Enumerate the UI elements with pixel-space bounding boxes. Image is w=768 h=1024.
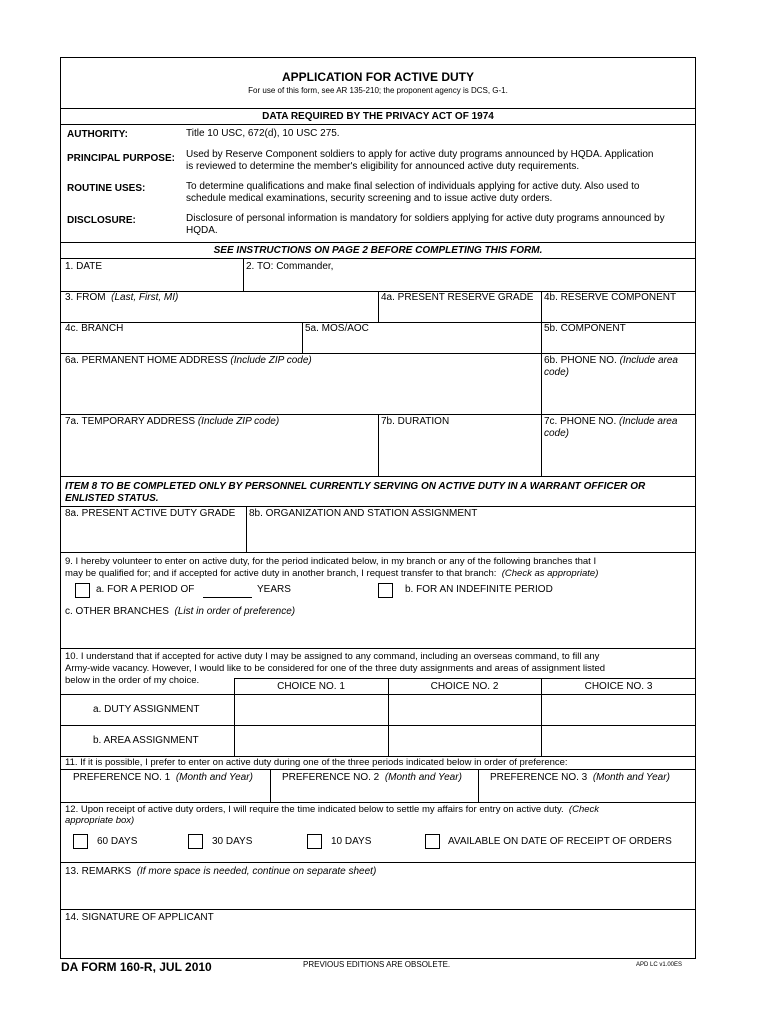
preference-3-text: PREFERENCE NO. 3 [490,772,588,783]
preference-2-label [282,772,462,784]
divider [60,648,696,649]
divider [60,353,696,354]
obsolete-note: PREVIOUS EDITIONS ARE OBSOLETE. [303,960,451,969]
routine-label: ROUTINE USES: [67,183,146,194]
home-address-text: 6a. PERMANENT HOME ADDRESS [65,355,228,366]
divider [60,769,696,770]
form-id: DA FORM 160-R, JUL 2010 [61,960,212,974]
remarks-field[interactable] [65,880,692,906]
from-field[interactable] [65,304,375,320]
duty-choice-3-field[interactable] [544,697,692,723]
phone-6b-text: 6b. PHONE NO. [544,355,617,366]
reserve-grade-field[interactable] [381,304,538,320]
disclosure-text: HQDA. [186,225,218,236]
routine-text: To determine qualifications and make final selection of individuals applying for active duty. Also used to [186,181,640,192]
temp-address-hint: (Include ZIP code) [197,416,280,427]
item11-text: 11. If it is possible, I prefer to enter on active duty during one of the three periods indicated below in order of preference: [65,757,568,768]
divider [60,725,696,726]
item12-hint: (Check [568,804,600,815]
60-days-label: 60 DAYS [97,836,138,847]
routine-text: schedule medical examinations, security screening and to issue active duty orders. [186,193,553,204]
preference-3-label [490,772,670,784]
branch-label: 4c. BRANCH [65,323,124,334]
choice-1-header: CHOICE NO. 1 [277,681,345,692]
temp-address-field[interactable] [65,429,375,473]
divider [234,678,696,679]
indefinite-checkbox[interactable] [378,583,393,598]
disclosure-text: Disclosure of personal information is mandatory for soldiers applying for active duty programs announced by [186,213,665,224]
from-label-text: 3. FROM [65,292,106,303]
authority-label: AUTHORITY: [67,129,128,140]
reserve-component-field[interactable] [544,304,692,320]
other-branches-hint: (List in order of preference) [174,606,296,617]
signature-label: 14. SIGNATURE OF APPLICANT [65,912,214,923]
phone-7c-hint: (Include area [619,416,678,427]
date-label: 1. DATE [65,261,103,272]
preference-hint: (Month and Year) [175,772,253,783]
phone-6b-hint: (Include area [619,355,678,366]
item8-heading: ITEM 8 TO BE COMPLETED ONLY BY PERSONNEL CURRENTLY SERVING ON ACTIVE DUTY IN A WARRANT OFFICER OR [65,481,646,492]
item9-text: 9. I hereby volunteer to enter on active duty, for the period indicated below, in my branch or any of the following branches that I [65,556,597,567]
area-choice-3-field[interactable] [544,728,692,754]
mos-field[interactable] [305,335,538,351]
duty-assignment-label: a. DUTY ASSIGNMENT [93,704,200,715]
phone-7c-label [544,416,677,428]
item12-hint: appropriate box) [65,815,135,826]
to-label: 2. TO: Commander, [246,261,334,272]
remarks-label [65,866,376,878]
divider [302,322,303,353]
divider [246,506,247,552]
phone-6b-label [544,355,678,367]
component-label: 5b. COMPONENT [544,323,626,334]
disclosure-label: DISCLOSURE: [67,215,136,226]
choice-3-header: CHOICE NO. 3 [584,681,653,692]
divider [60,909,696,910]
30-days-label: 30 DAYS [212,836,253,847]
home-address-field[interactable] [65,368,537,412]
choice-2-header: CHOICE NO. 2 [430,681,499,692]
from-label [65,292,178,304]
preference-2-text: PREFERENCE NO. 2 [282,772,380,783]
10-days-label: 10 DAYS [331,836,372,847]
purpose-label: PRINCIPAL PURPOSE: [67,153,175,164]
divider [60,108,696,109]
other-branches-label [65,606,295,618]
item9-text [65,568,598,580]
item12-text [65,804,599,816]
privacy-heading: DATA REQUIRED BY THE PRIVACY ACT OF 1974 [262,111,494,122]
divider [60,476,696,477]
temp-address-text: 7a. TEMPORARY ADDRESS [65,416,196,427]
other-branches-field[interactable] [65,620,692,646]
divider [378,414,379,476]
preference-1-field[interactable] [65,785,267,800]
version-note: APD LC v1.00ES [636,962,683,968]
divider [60,802,696,803]
home-address-label [65,355,312,367]
date-field[interactable] [65,273,239,289]
duration-field[interactable] [381,429,538,473]
divider [541,291,542,476]
phone-7c-text: 7c. PHONE NO. [544,416,617,427]
signature-field[interactable] [65,926,692,955]
duration-label: 7b. DURATION [381,416,450,427]
active-grade-label: 8a. PRESENT ACTIVE DUTY GRADE [65,508,236,519]
period-checkbox[interactable] [75,583,90,598]
30-days-checkbox[interactable] [188,834,203,849]
item10-text: Army-wide vacancy. However, I would like to be considered for one of the three duty assignments and areas of assignment listed [65,663,606,674]
phone-6b-field[interactable] [544,381,692,412]
preference-hint: (Month and Year) [384,772,462,783]
remarks-text: 13. REMARKS [65,866,132,877]
item8-heading: ENLISTED STATUS. [65,493,159,504]
org-assignment-label: 8b. ORGANIZATION AND STATION ASSIGNMENT [249,508,478,519]
divider [60,258,696,259]
preference-2-field[interactable] [273,785,475,800]
divider [378,291,379,322]
preference-1-label [73,772,253,784]
duty-choice-1-field[interactable] [237,697,385,723]
available-checkbox[interactable] [425,834,440,849]
org-assignment-field[interactable] [249,521,692,549]
form-subtitle: For use of this form, see AR 135-210; the proponent agency is DCS, G-1. [248,86,508,95]
period-label: a. FOR A PERIOD OF [96,584,195,595]
divider [60,506,696,507]
divider [243,258,244,291]
divider [60,124,696,125]
item9-hint: (Check as appropriate) [501,568,599,579]
indefinite-label: b. FOR AN INDEFINITE PERIOD [405,584,553,595]
item9-text-line2: may be qualified for; and if accepted for active duty in another branch, I request transfer to that branch: [65,568,497,579]
reserve-component-label: 4b. RESERVE COMPONENT [544,292,677,303]
mos-label: 5a. MOS/AOC [305,323,369,334]
from-hint: (Last, First, MI) [111,292,179,303]
branch-field[interactable] [65,335,299,351]
duty-choice-2-field[interactable] [391,697,538,723]
component-field[interactable] [544,335,692,351]
item12-text-line1: 12. Upon receipt of active duty orders, I will require the time indicated below to settle my affairs for entry on active duty. [65,804,564,815]
temp-address-label [65,416,279,428]
reserve-grade-label: 4a. PRESENT RESERVE GRADE [381,292,534,303]
form-title: APPLICATION FOR ACTIVE DUTY [282,70,474,84]
phone-7c-hint: code) [544,428,570,439]
10-days-checkbox[interactable] [307,834,322,849]
preference-3-field[interactable] [481,785,692,800]
years-label: YEARS [257,584,291,595]
divider [60,862,696,863]
divider [60,694,696,695]
area-assignment-label: b. AREA ASSIGNMENT [93,735,199,746]
phone-7c-field[interactable] [544,442,692,473]
preference-1-text: PREFERENCE NO. 1 [73,772,171,783]
years-underline [203,597,252,598]
instructions-note: SEE INSTRUCTIONS ON PAGE 2 BEFORE COMPLETING THIS FORM. [213,245,543,256]
divider [60,242,696,243]
purpose-text: is reviewed to determine the member's eligibility for announced active duty requirements. [186,161,580,172]
purpose-text: Used by Reserve Component soldiers to apply for active duty programs announced by HQDA. Application [186,149,654,160]
divider [270,769,271,802]
authority-text: Title 10 USC, 672(d), 10 USC 275. [186,128,340,139]
other-branches-text: c. OTHER BRANCHES [65,606,169,617]
divider [60,552,696,553]
preference-hint: (Month and Year) [592,772,670,783]
active-grade-field[interactable] [65,521,243,549]
area-choice-2-field[interactable] [391,728,538,754]
phone-6b-hint: code) [544,367,570,378]
years-field[interactable] [203,583,252,597]
item10-text: below in the order of my choice. [65,675,200,686]
home-address-hint: (Include ZIP code) [230,355,312,366]
item10-text: 10. I understand that if accepted for active duty I may be assigned to any command, including an overseas command, to fill any [65,651,600,662]
divider [478,769,479,802]
60-days-checkbox[interactable] [73,834,88,849]
to-field[interactable] [246,273,692,289]
area-choice-1-field[interactable] [237,728,385,754]
remarks-hint: (If more space is needed, continue on separate sheet) [136,866,377,877]
available-label: AVAILABLE ON DATE OF RECEIPT OF ORDERS [448,836,672,847]
